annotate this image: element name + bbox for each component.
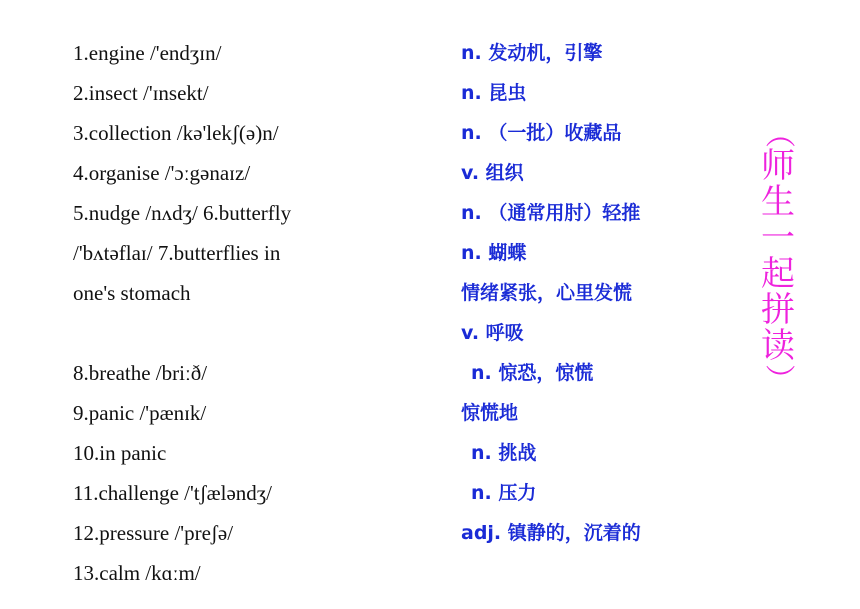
vocab-english-1: 1.engine /'endʒɪn/ [73,41,222,65]
vocab-english-6: /'bʌtəflaɪ/ 7.butterflies in [73,241,281,265]
read-together-note [752,118,804,394]
vocab-english-13: 13.calm /kɑːm/ [73,561,201,585]
vocab-english-5: 5.nudge /nʌdʒ/ 6.butterfly [73,201,292,225]
vocab-english-4: 4.organise /'ɔːgənaɪz/ [73,161,251,185]
vocab-english-10: 10.in panic [73,441,167,465]
vocab-meaning-8: v. 呼吸 [461,322,524,344]
note-char-4: 起 [761,254,795,294]
vocab-meaning-13: adj. 镇静的，沉着的 [461,522,641,544]
vocab-meaning-1: n. 发动机，引擎 [461,42,603,64]
vocab-meaning-9: n. 惊恐，惊慌 [471,362,594,384]
vocab-meaning-5: n. （通常用肘）轻推 [461,202,641,224]
vocab-english-3: 3.collection /kə'lekʃ(ə)n/ [73,121,279,145]
vocab-english-2: 2.insect /'ɪnsekt/ [73,81,209,105]
vocab-english-11: 11.challenge /'tʃæləndʒ/ [73,481,272,505]
vocab-meaning-11: n. 挑战 [471,442,537,464]
vocab-english-8: 8.breathe /briːð/ [73,361,208,385]
vocab-english-7: one's stomach [73,281,191,305]
note-close-bracket: ） [761,364,796,394]
vocab-meaning-3: n. （一批）收藏品 [461,122,622,144]
note-char-2: 生 [761,182,795,222]
note-open-bracket: （ [761,118,796,148]
vocab-meaning-4: v. 组织 [461,162,524,184]
note-char-6: 读 [761,326,795,366]
vocab-english-9: 9.panic /'pænɪk/ [73,401,207,425]
note-char-3: 一 [761,218,795,258]
vocab-meaning-6: n. 蝴蝶 [461,242,527,264]
vocab-meaning-10: 惊慌地 [461,402,519,424]
vocab-meaning-12: n. 压力 [471,482,537,504]
vocab-meaning-2: n. 昆虫 [461,82,527,104]
note-char-5: 拼 [761,290,795,330]
vocab-english-12: 12.pressure /'preʃə/ [73,521,234,545]
vocab-meaning-7: 情绪紧张，心里发慌 [461,282,633,304]
note-char-1: 师 [761,146,795,186]
